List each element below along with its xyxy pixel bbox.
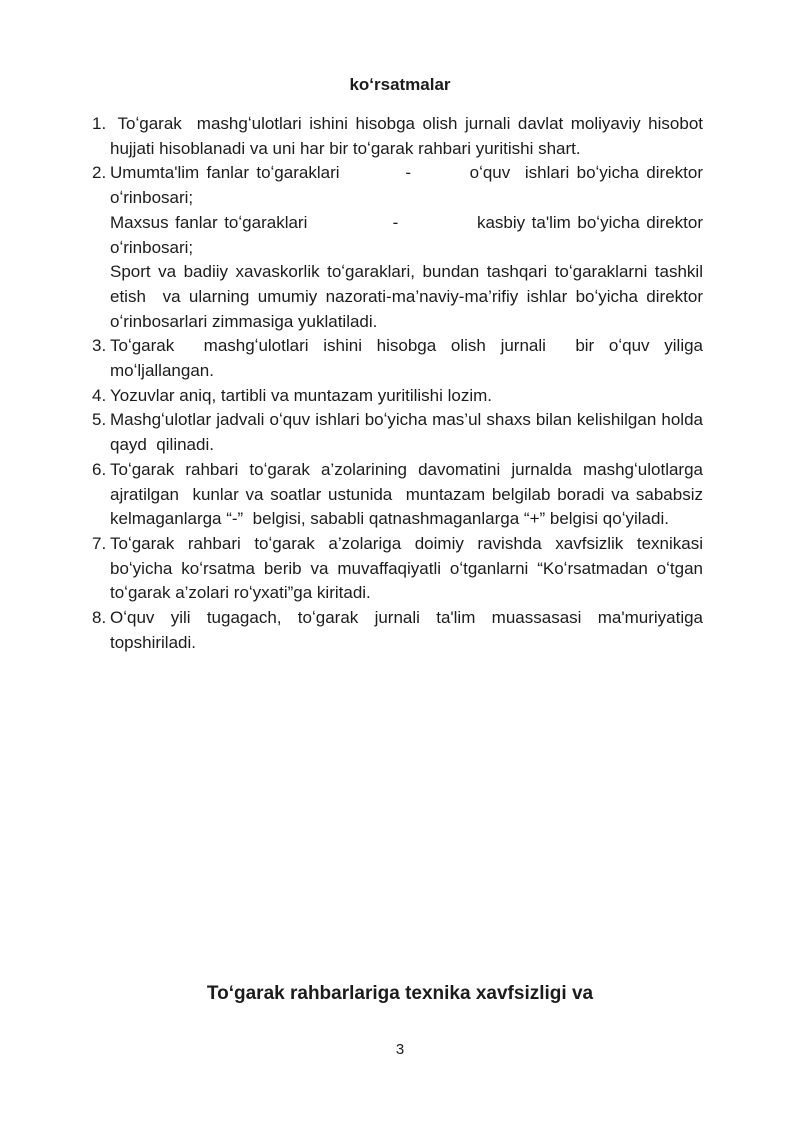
list-item (92, 334, 703, 383)
item-paragraph: Mashgʻulotlar jadvali oʻquv ishlari boʻyicha mas’ul shaxs bilan kelishilgan holda qayd qilinadi. (110, 410, 703, 455)
list-item (92, 408, 703, 457)
item-number: 2. (92, 163, 107, 183)
item-text (110, 408, 703, 457)
list-item (92, 458, 703, 532)
item-number: 3. (92, 336, 107, 356)
item-number: 5. (92, 410, 107, 430)
item-text (110, 161, 703, 334)
list-item (92, 532, 703, 606)
item-number: 4. (92, 385, 107, 405)
item-paragraph: Toʻgarak mashgʻulotlari ishini hisobga olish jurnali bir oʻquv yiliga moʻljallangan. (110, 336, 703, 381)
item-text (110, 334, 703, 383)
instruction-list (92, 112, 703, 655)
list-item (92, 112, 703, 161)
item-paragraph: Sport va badiiy xavaskorlik toʻgaraklari, bundan tashqari toʻgaraklarni tashkil etish va ularning umumiy nazorati-ma’naviy-ma’rifiy ishlar boʻyicha direktor oʻrinbosarlari zimmasiga yuklatiladi. (110, 262, 703, 331)
item-number: 7. (92, 533, 107, 553)
item-paragraph: Toʻgarak rahbari toʻgarak a’zolariga doimiy ravishda xavfsizlik texnikasi boʻyicha koʻrsatma berib va muvaffaqiyatli oʻtganlarni “Koʻrsatmadan oʻtgan toʻgarak a’zolari roʻyxati”ga kiritadi. (110, 533, 703, 603)
item-paragraph: Maxsus fanlar toʻgaraklari - kasbiy ta'lim boʻyicha direktor oʻrinbosari; (110, 212, 703, 257)
section-heading: Toʻgarak rahbarlariga texnika xavfsizligi va (206, 983, 594, 1004)
item-text (110, 606, 703, 655)
item-number: 8. (92, 608, 107, 628)
item-paragraph: Oʻquv yili tugagach, toʻgarak jurnali ta'lim muassasasi ma'muriyatiga topshiriladi. (110, 608, 703, 652)
list-item (92, 161, 703, 334)
item-text (110, 384, 703, 409)
item-paragraph: Toʻgarak rahbari toʻgarak a’zolarining davomatini jurnalda mashgʻulotlarga ajratilgan kunlar va soatlar ustunida muntazam belgilab boradi va sababsiz kelmaganlarga “-” belgisi, sababli qatnashmaganlarga “+” belgisi qoʻyiladi. (110, 459, 703, 529)
page-title: koʻrsatmalar (349, 75, 451, 94)
item-paragraph: Umumta'lim fanlar toʻgaraklari - oʻquv ishlari boʻyicha direktor oʻrinbosari; (110, 163, 703, 208)
item-text (110, 112, 703, 161)
page-number: 3 (395, 1041, 405, 1058)
item-paragraph: Yozuvlar aniq, tartibli va muntazam yuritilishi lozim. (110, 385, 493, 405)
item-text (110, 458, 703, 532)
list-item (92, 606, 703, 655)
list-item (92, 384, 703, 409)
item-text (110, 532, 703, 606)
item-paragraph: Toʻgarak mashgʻulotlari ishini hisobga olish jurnali davlat moliyaviy hisobot hujjati hisoblanadi va uni har bir toʻgarak rahbari yuritishi shart. (110, 114, 703, 158)
item-number: 1. (92, 114, 107, 133)
item-number: 6. (92, 459, 107, 479)
